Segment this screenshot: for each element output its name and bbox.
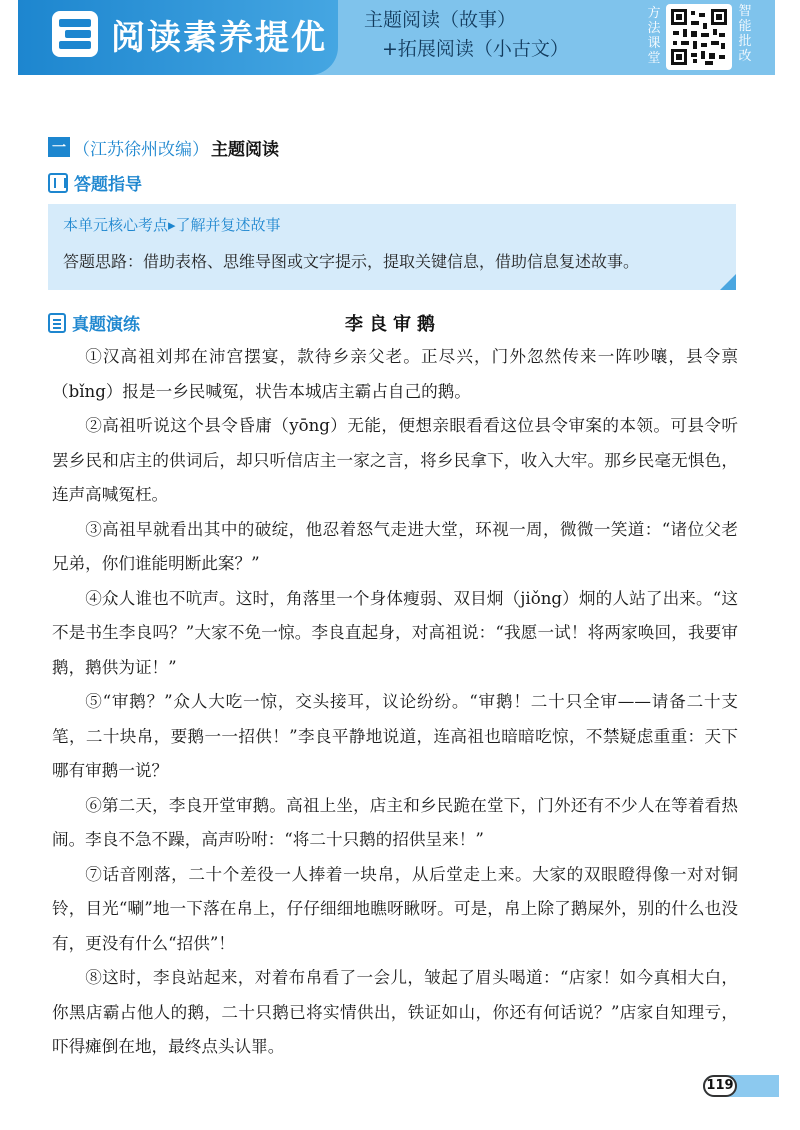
- subtitle-line-1: 主题阅读（故事）: [364, 9, 517, 31]
- answer-guide-box: [48, 204, 736, 290]
- story-body: [52, 340, 738, 1065]
- banner-subtitle: [364, 6, 569, 64]
- page-number-tab: [703, 1075, 779, 1097]
- method-text: 答题思路：借助表格、思维导图或文字提示，提取关键信息，借助信息复述故事。: [63, 252, 640, 271]
- practice-label: 真题演练: [72, 315, 140, 335]
- header-banner: [18, 0, 775, 75]
- section-heading: [48, 134, 279, 160]
- section-title: 主题阅读: [211, 139, 279, 160]
- brand-title: 阅读素养提优: [111, 18, 327, 58]
- answer-guide-heading: [48, 170, 142, 195]
- practice-heading: [48, 310, 140, 335]
- story-paragraph: ⑤“审鹅？”众人大吃一惊，交头接耳，议论纷纷。“审鹅！二十只全审——请备二十支笔，二十块帛，要鹅一一招供！”李良平静地说道，连高祖也暗暗吃惊，不禁疑虑重重：天下哪有审鹅一说？: [52, 692, 738, 780]
- story-paragraph: ②高祖听说这个县令昏庸（yōng）无能，便想亲眼看看这位县令审案的本领。可县令听罢乡民和店主的供词后，却只听信店主一家之言，将乡民拿下，收入大牢。那乡民毫无惧色，连声高喊冤枉。: [52, 416, 738, 504]
- qr-left-label: 方法课堂: [647, 6, 661, 66]
- qr-code-icon[interactable]: [666, 4, 732, 70]
- story-paragraph: ③高祖早就看出其中的破绽，他忍着怒气走进大堂，环视一周，微微一笑道：“诸位父老兄弟，你们谁能明断此案？”: [52, 519, 738, 573]
- story-paragraph: ⑥第二天，李良开堂审鹅。高祖上坐，店主和乡民跪在堂下，门外还有不少人在等着看热闹。李良不急不躁，高声吩咐：“将二十只鹅的招供呈来！”: [52, 795, 738, 849]
- story-paragraph: ④众人谁也不吭声。这时，角落里一个身体瘦弱、双目炯（jiǒng）炯的人站了出来。“这不是书生李良吗？”大家不免一惊。李良直起身，对高祖说：“我愿一试！将两家唤回，我要审鹅，鹅供为证！”: [52, 588, 738, 677]
- brand-block: [18, 0, 338, 75]
- page-number: 119: [703, 1075, 737, 1097]
- answer-guide-icon: [48, 173, 68, 193]
- practice-icon: [48, 313, 66, 333]
- story-title: 李良审鹅: [345, 314, 441, 335]
- story-paragraph: ⑦话音刚落，二十个差役一人捧着一块帛，从后堂走上来。大家的双眼瞪得像一对对铜铃，目光“唰”地一下落在帛上，仔仔细细地瞧呀瞅呀。可是，帛上除了鹅屎外，别的什么也没有，更没有什么“招供”！: [52, 864, 738, 953]
- qr-right-label: 智能批改: [738, 4, 752, 64]
- box-corner-decoration: [720, 274, 736, 290]
- section-number: 一: [48, 137, 70, 157]
- subtitle-line-2: +拓展阅读（小古文）: [382, 38, 569, 60]
- story-paragraph: ⑧这时，李良站起来，对着布帛看了一会儿，皱起了眉头喝道：“店家！如今真相大白，你黑店霸占他人的鹅，二十只鹅已将实情供出，铁证如山，你还有何话说？”店家自知理亏，吓得瘫倒在地，最终点头认罪。: [52, 968, 738, 1056]
- book-logo-icon: [52, 11, 98, 57]
- core-point-text: 本单元核心考点▸了解并复述故事: [63, 216, 281, 234]
- story-paragraph: ①汉高祖刘邦在沛宫摆宴，款待乡亲父老。正尽兴，门外忽然传来一阵吵嚷，县令禀（bǐng）报是一乡民喊冤，状告本城店主霸占自己的鹅。: [52, 347, 738, 401]
- section-source: （江苏徐州改编）: [73, 139, 209, 160]
- answer-guide-label: 答题指导: [74, 175, 142, 195]
